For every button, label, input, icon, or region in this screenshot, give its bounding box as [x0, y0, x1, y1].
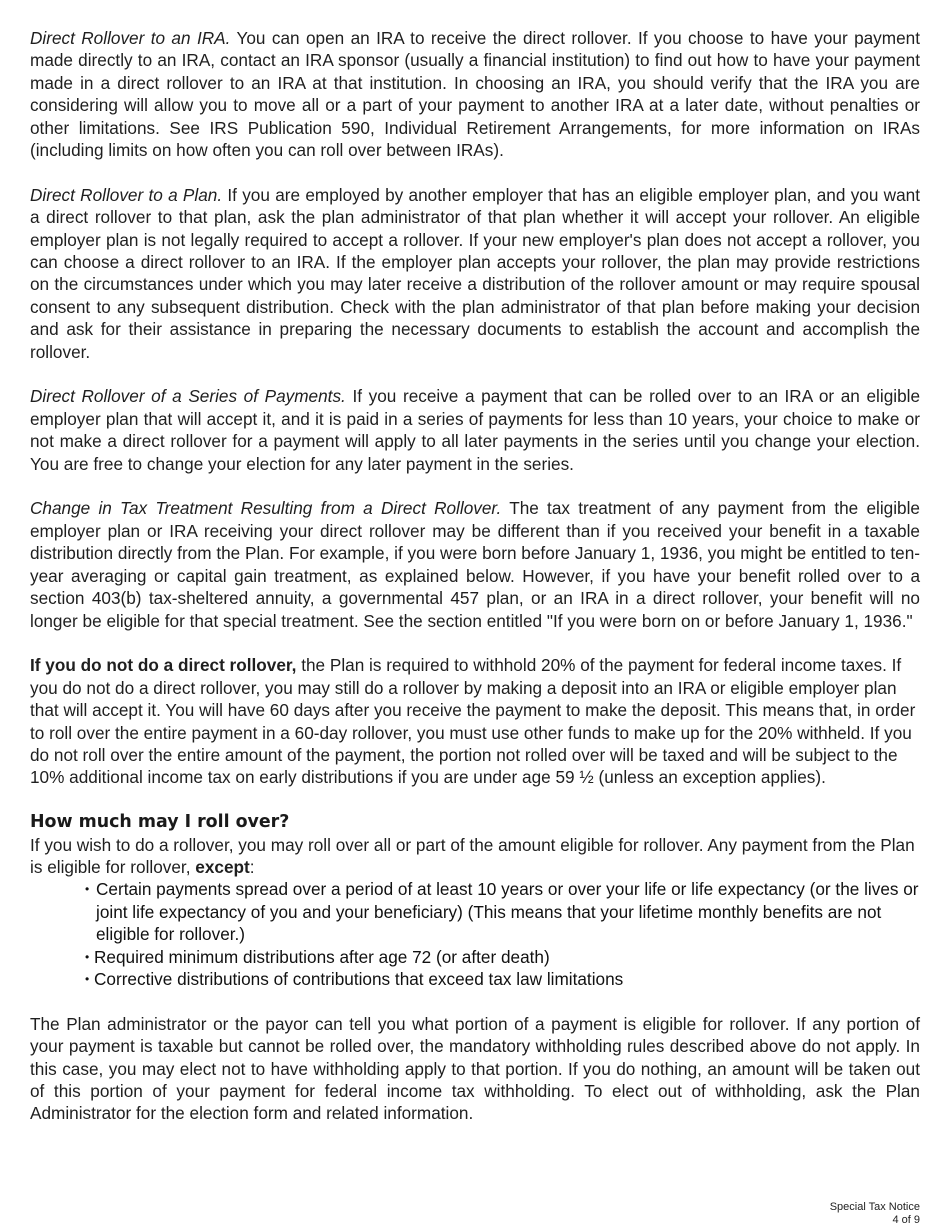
intro-except: except — [195, 856, 250, 877]
exceptions-list — [30, 878, 920, 990]
list-item-text: Required minimum distributions after age 72 (or after death) — [94, 946, 550, 967]
list-item — [30, 968, 920, 990]
page-number: 4 of 9 — [892, 1214, 920, 1226]
paragraph-direct-rollover-plan — [30, 184, 920, 363]
list-item-text: Certain payments spread over a period of at least 10 years or over your life or life expectancy (or the lives or joint life expectancy of you and your beneficiary) (This means that your lifetime monthly benefits are not eligible for rollover.) — [96, 879, 919, 945]
page-footer — [830, 1201, 920, 1227]
paragraph-body: If you are employed by another employer that has an eligible employer plan, and you want a direct rollover to that plan, ask the plan administrator of that plan whether it will accept your rollover. An eligible employer plan is not legally required to accept a rollover. If your new employer's plan does not accept a rollover, you can choose a direct rollover to an IRA. If the employer plan accepts your rollover, the plan may provide restrictions on the circumstances under which you may later receive a distribution of the rollover amount or may require spousal consent to any subsequent distribution. Check with the plan administrator of that plan before making your decision and ask for their assistance in preparing the necessary documents to establish the account and accomplish the rollover. — [30, 184, 920, 362]
bullet-icon: • — [85, 971, 90, 986]
section-heading-how-much: How much may I roll over? — [30, 812, 290, 833]
intro-text: If you wish to do a rollover, you may roll over all or part of the amount eligible for rollover. Any payment from the Plan is eligible for rollover, — [30, 834, 915, 877]
paragraph-administrator — [30, 1013, 920, 1125]
paragraph-tax-treatment-change — [30, 497, 920, 631]
paragraph-series-of-payments — [30, 385, 920, 475]
paragraph-no-direct-rollover — [30, 654, 920, 788]
list-item — [30, 878, 920, 945]
bullet-icon: • — [85, 949, 90, 964]
paragraph-lead: Direct Rollover to an IRA. — [30, 28, 231, 48]
document-page — [30, 27, 920, 1147]
list-item-text: Corrective distributions of contributions that exceed tax law limitations — [94, 968, 624, 989]
paragraph-lead: If you do not do a direct rollover, — [30, 655, 297, 676]
paragraph-lead: Change in Tax Treatment Resulting from a Direct Rollover. — [30, 498, 502, 519]
paragraph-body: The tax treatment of any payment from the eligible employer plan or IRA receiving your direct rollover may be different than if you received your benefit in a taxable distribution directly from the Plan. For example, if you were born before January 1, 1936, you might be entitled to ten-year averaging or capital gain treatment, as explained below. However, if you have your benefit rolled over to a section 403(b) tax-sheltered annuity, a governmental 457 plan, or an IRA in a direct rollover, your benefit will no longer be eligible for that special treatment. See the section entitled "If you were born on or before January 1, 1936." — [30, 498, 920, 631]
paragraph-lead: Direct Rollover to a Plan. — [30, 184, 223, 205]
paragraph-body: the Plan is required to withhold 20% of the payment for federal income taxes. If you do not do a direct rollover, you may still do a rollover by making a deposit into an IRA or eligible employer plan that will accept it. You will have 60 days after you receive the payment to make the deposit. This means that, in order to roll over the entire payment in a 60-day rollover, you must use other funds to make up for the 20% withheld. If you do not roll over the entire amount of the payment, the portion not rolled over will be taxed and will be subject to the 10% additional income tax on early distributions if you are under age 59 ½ (unless an exception applies). — [30, 655, 916, 788]
paragraph-lead: Direct Rollover of a Series of Payments. — [30, 386, 346, 407]
footer-title: Special Tax Notice — [829, 1201, 920, 1213]
list-item — [30, 946, 920, 968]
paragraph-body: You can open an IRA to receive the direct rollover. If you choose to have your payment made directly to an IRA, contact an IRA sponsor (usually a financial institution) to find out how to have your payment made in a direct rollover to an IRA at that institution. In choosing an IRA, you should verify that the IRA you are considering will allow you to move all or a part of your payment to another IRA at a later date, without penalties or other limitations. See IRS Publication 590, Individual Retirement Arrangements, for more information on IRAs (including limits on how often you can roll over between IRAs). — [30, 28, 920, 161]
paragraph-rollover-intro — [30, 834, 920, 879]
intro-colon: : — [249, 856, 255, 877]
bullet-icon: • — [85, 882, 90, 897]
paragraph-body: The Plan administrator or the payor can tell you what portion of a payment is eligible for rollover. If any portion of your payment is taxable but cannot be rolled over, the mandatory withholding rules described above do not apply. In this case, you may elect not to have withholding apply to that portion. If you do nothing, an amount will be taken out of this portion of your payment for federal income tax withholding. To elect out of withholding, ask the Plan Administrator for the election form and related information. — [30, 1013, 920, 1124]
paragraph-body: If you receive a payment that can be rolled over to an IRA or an eligible employer plan that will accept it, and it is paid in a series of payments for less than 10 years, your choice to make or not make a direct rollover for a payment will apply to all later payments in the series until you change your election. You are free to change your election for any later payment in the series. — [30, 386, 921, 474]
paragraph-direct-rollover-ira — [30, 27, 920, 161]
